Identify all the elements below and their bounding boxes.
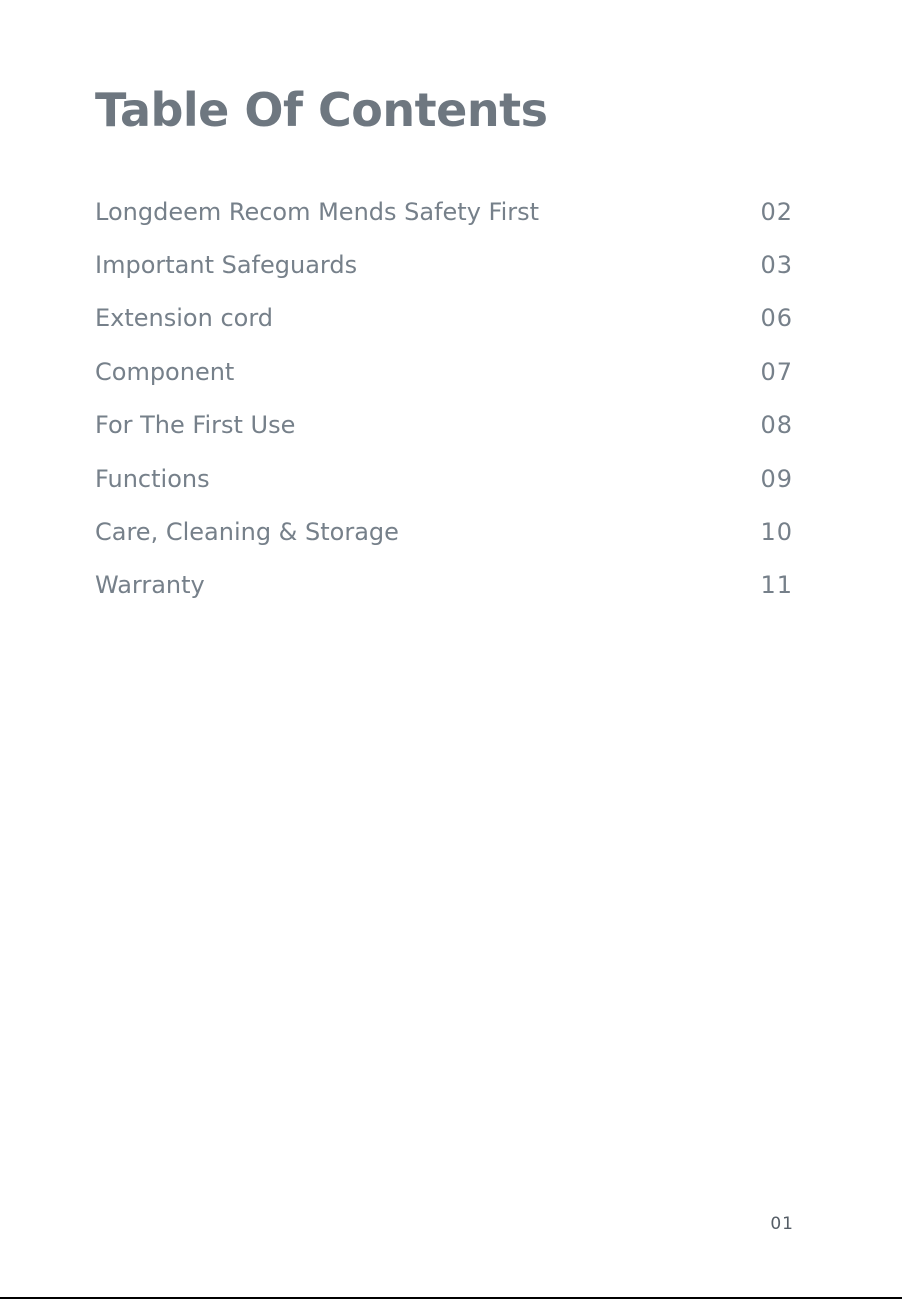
toc-entry-first-use[interactable]: [95, 399, 793, 452]
toc-entry-title: Warranty: [95, 571, 205, 600]
toc-entry-title: Care, Cleaning & Storage: [95, 518, 399, 547]
toc-entry-page: 07: [760, 357, 793, 386]
toc-entry-title: Extension cord: [95, 304, 274, 333]
toc-entry-title: Important Safeguards: [95, 251, 358, 280]
toc-entry-page: 11: [760, 571, 793, 600]
toc-entry-component[interactable]: [95, 345, 793, 398]
toc-entry-care-cleaning-storage[interactable]: [95, 505, 793, 558]
toc-entry-functions[interactable]: [95, 452, 793, 505]
toc-entry-page: 06: [760, 304, 793, 333]
toc-entry-title: For The First Use: [95, 411, 296, 440]
toc-entry-title: Longdeem Recom Mends Safety First: [95, 197, 540, 226]
toc-entry-page: 08: [760, 411, 793, 440]
toc-entry-page: 09: [760, 464, 793, 493]
toc-entry-warranty[interactable]: [95, 559, 793, 612]
table-of-contents: [95, 185, 793, 612]
page-title: Table Of Contents: [95, 83, 548, 137]
toc-entry-extension-cord[interactable]: [95, 292, 793, 345]
toc-entry-important-safeguards[interactable]: [95, 238, 793, 291]
page-number: 01: [770, 1214, 794, 1234]
toc-entry-page: 03: [760, 251, 793, 280]
toc-entry-title: Component: [95, 357, 235, 386]
toc-entry-page: 10: [760, 518, 793, 547]
toc-entry-page: 02: [760, 197, 793, 226]
toc-entry-title: Functions: [95, 464, 210, 493]
toc-entry-safety-first[interactable]: [95, 185, 793, 238]
